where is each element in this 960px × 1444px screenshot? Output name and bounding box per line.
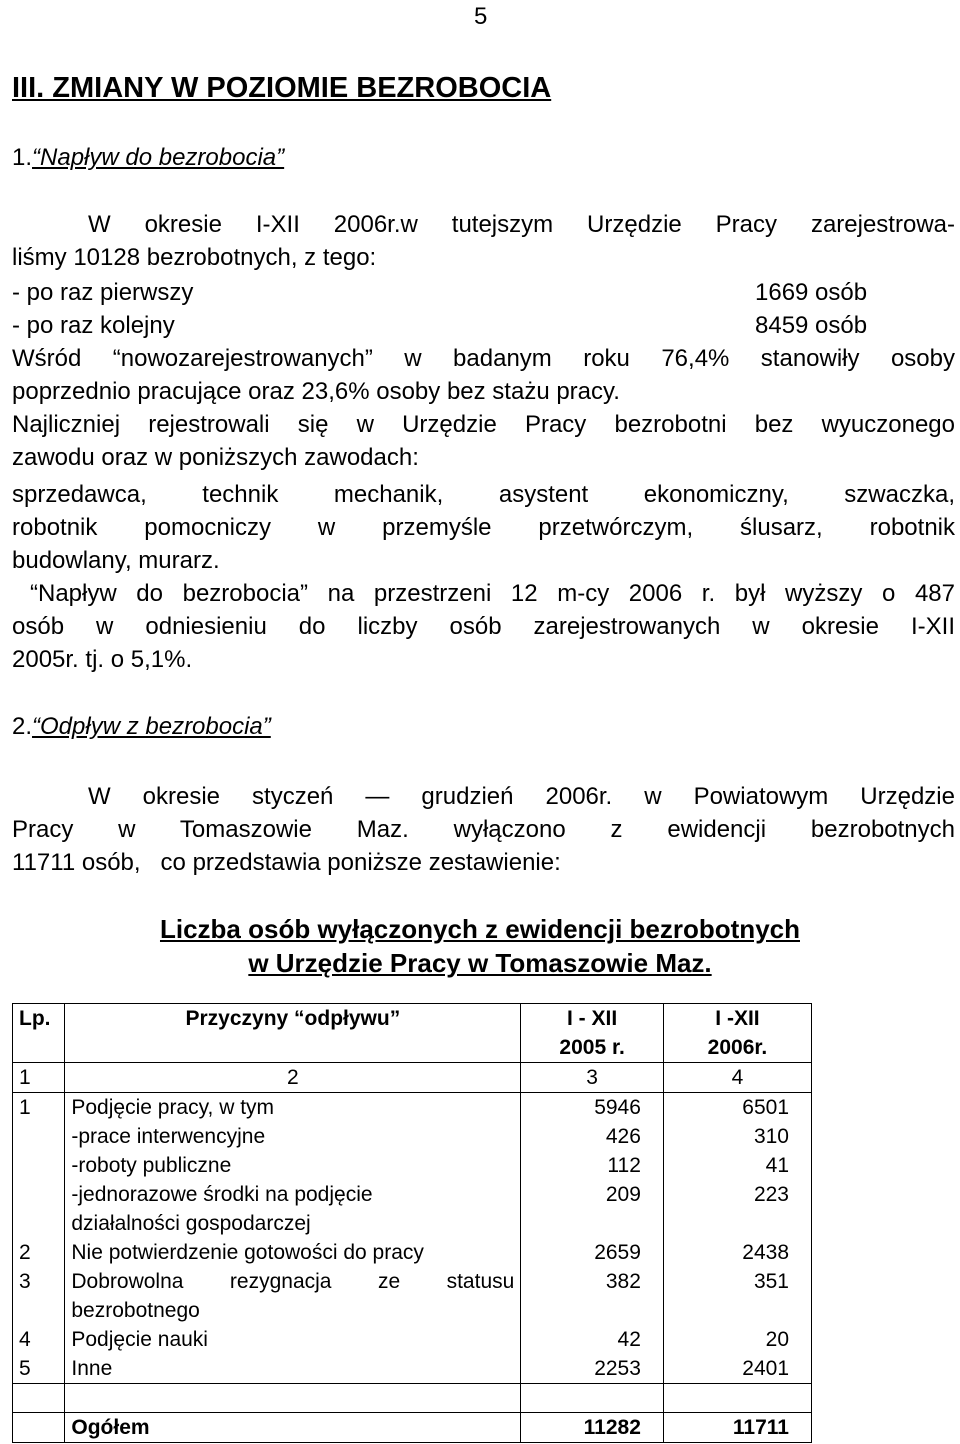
para1-line11: budowlany, murarz. (12, 547, 220, 574)
para1-line13: osób w odniesieniu do liczby osób zarejestrowanych w okresie I-XII (12, 613, 955, 640)
para1-line1: W okresie I-XII 2006r.w tutejszym Urzędzie Pracy zarejestrowa- (88, 211, 955, 238)
page-number: 5 (474, 3, 488, 30)
subsection-1-number: 1. (12, 144, 33, 171)
subsection-2-title: “Odpływ z bezrobocia” (32, 713, 271, 740)
column-number-row (13, 1063, 812, 1093)
col-number: 3 (521, 1063, 664, 1093)
table-total-row (13, 1413, 812, 1443)
header-lp: Lp. (13, 1004, 65, 1063)
value-2005-cell: 5946 426 112 209 2659 382 42 2253 (521, 1093, 664, 1384)
total-2005: 11282 (521, 1413, 664, 1443)
para2-line2: Pracy w Tomaszowie Maz. wyłączono z ewidencji bezrobotnych (12, 816, 955, 843)
subsection-2-number: 2. (12, 713, 33, 740)
para1-line10: robotnik pomocniczy w przemyśle przetwórczym, ślusarz, robotnik (12, 514, 955, 541)
header-col-a: I - XII 2005 r. (521, 1004, 664, 1063)
outflow-table (12, 1003, 812, 1443)
total-label: Ogółem (65, 1413, 521, 1443)
para1-line8: zawodu oraz w poniższych zawodach: (12, 444, 419, 471)
col-number: 2 (65, 1063, 521, 1093)
total-lp (13, 1413, 65, 1443)
para1-line7: Najliczniej rejestrowali się w Urzędzie Pracy bezrobotni bez wyuczonego (12, 411, 955, 438)
para1-line9: sprzedawca, technik mechanik, asystent ekonomiczny, szwaczka, (12, 481, 955, 508)
subsection-1-title: “Napływ do bezrobocia” (32, 144, 285, 171)
value-2006-cell: 6501 310 41 223 2438 351 20 2401 (663, 1093, 811, 1384)
col-number: 1 (13, 1063, 65, 1093)
para1-item2-value: 8459 osób (755, 312, 868, 339)
header-col-b: I -XII 2006r. (663, 1004, 811, 1063)
lp-cell: 1 2 3 4 5 (13, 1093, 65, 1384)
col-number: 4 (663, 1063, 811, 1093)
para1-line2: liśmy 10128 bezrobotnych, z tego: (12, 244, 377, 271)
para1-line14: 2005r. tj. o 5,1%. (12, 646, 193, 673)
para1-line12: “Napływ do bezrobocia” na przestrzeni 12 m-cy 2006 r. był wyższy o 487 (30, 580, 955, 607)
para1-item1-label: - po raz pierwszy (12, 279, 194, 306)
table-header-row (13, 1004, 812, 1063)
para1-line6: poprzednio pracujące oraz 23,6% osoby bez stażu pracy. (12, 378, 620, 405)
table-body-row (13, 1093, 812, 1384)
table-spacer-row (13, 1384, 812, 1413)
reason-cell: Podjęcie pracy, w tym -prace interwencyjne -roboty publiczne -jednorazowe środki na podjęcie działalności gospodarczej Nie potwierdzenie gotowości do pracy Dobrowolna rezygnacja ze statusu bezrobotnego Podjęcie nauki Inne (65, 1093, 521, 1384)
para1-line5: Wśród “nowozarejestrowanych” w badanym roku 76,4% stanowiły osoby (12, 345, 955, 372)
subsection-1-heading (12, 143, 284, 173)
table-title-line2: w Urzędzie Pracy w Tomaszowie Maz. (248, 948, 712, 978)
subsection-2-heading (12, 712, 271, 742)
para2-line1: W okresie styczeń — grudzień 2006r. w Powiatowym Urzędzie (88, 783, 955, 810)
section-title: III. ZMIANY W POZIOMIE BEZROBOCIA (12, 72, 552, 104)
para2-line3: 11711 osób, co przedstawia poniższe zestawienie: (12, 849, 561, 876)
para1-item2-label: - po raz kolejny (12, 312, 175, 339)
header-reason: Przyczyny “odpływu” (65, 1004, 521, 1063)
table-title-line1: Liczba osób wyłączonych z ewidencji bezrobotnych (159, 914, 800, 944)
para1-item1-value: 1669 osób (755, 279, 868, 306)
total-2006: 11711 (663, 1413, 811, 1443)
